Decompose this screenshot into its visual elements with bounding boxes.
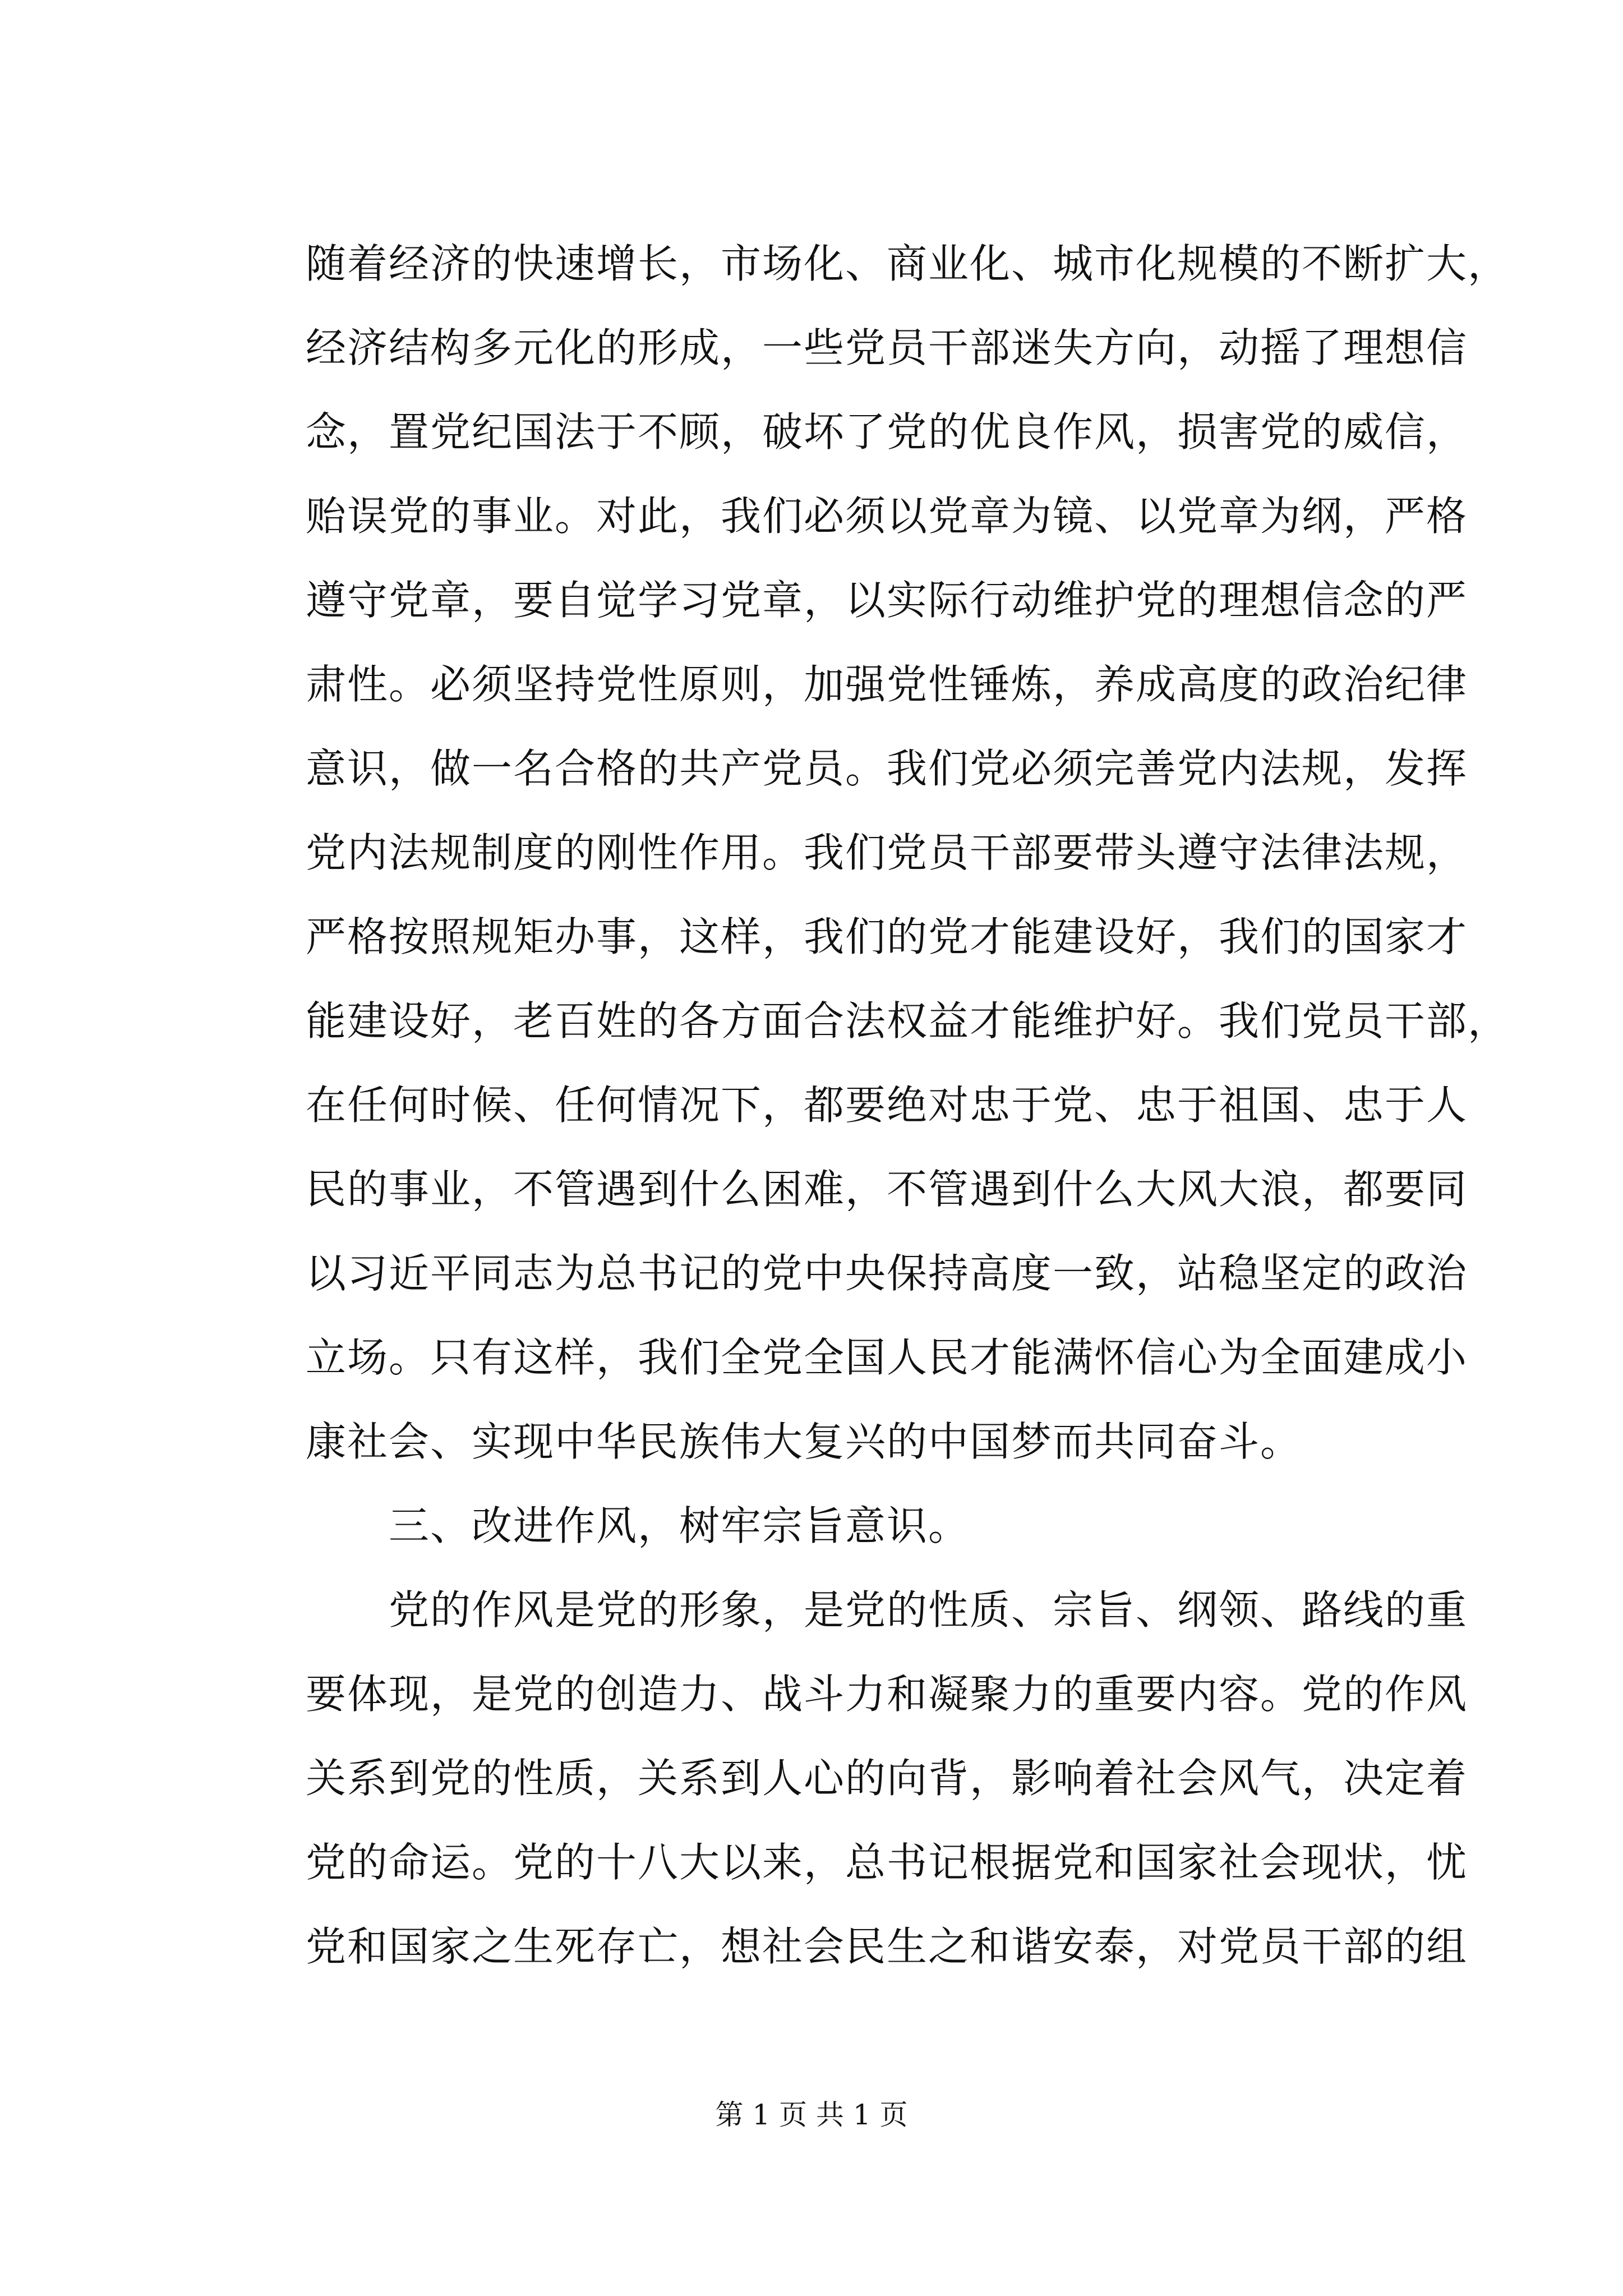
section-heading: 三、改进作风，树牢宗旨意识。 [306,1502,970,1549]
text-line: 念，置党纪国法于不顾，破坏了党的优良作风，损害党的威信， [306,408,1468,455]
text-line: 经济结构多元化的形成，一些党员干部迷失方向，动摇了理想信 [306,324,1468,371]
text-line: 在任何时候、任何情况下，都要绝对忠于党、忠于祖国、忠于人 [306,1082,1468,1129]
text-line: 关系到党的性质，关系到人心的向背，影响着社会风气，决定着 [306,1755,1468,1802]
text-line: 要体现，是党的创造力、战斗力和凝聚力的重要内容。党的作风 [306,1671,1468,1718]
text-line: 严格按照规矩办事，这样，我们的党才能建设好，我们的国家才 [306,913,1468,960]
text-line: 贻误党的事业。对此，我们必须以党章为镜、以党章为纲，严格 [306,493,1468,540]
text-line: 民的事业，不管遇到什么困难，不管遇到什么大风大浪，都要同 [306,1166,1468,1213]
body-text [306,222,1510,1989]
text-line: 意识，做一名合格的共产党员。我们党必须完善党内法规，发挥 [306,745,1468,792]
text-line: 康社会、实现中华民族伟大复兴的中国梦而共同奋斗。 [306,1418,1302,1465]
text-line: 能建设好，老百姓的各方面合法权益才能维护好。我们党员干部， [306,997,1510,1045]
page-footer: 第 1 页 共 1 页 [715,2099,908,2131]
text-line: 随着经济的快速增长，市场化、商业化、城市化规模的不断扩大， [306,240,1510,287]
text-line: 党的作风是党的形象，是党的性质、宗旨、纲领、路线的重 [306,1586,1468,1634]
text-line: 党内法规制度的刚性作用。我们党员干部要带头遵守法律法规， [306,829,1468,876]
text-line: 立场。只有这样，我们全党全国人民才能满怀信心为全面建成小 [306,1334,1468,1381]
text-line: 肃性。必须坚持党性原则，加强党性锤炼，养成高度的政治纪律 [306,661,1468,708]
text-line: 党的命运。党的十八大以来，总书记根据党和国家社会现状，忧 [306,1839,1468,1886]
text-line: 以习近平同志为总书记的党中央保持高度一致，站稳坚定的政治 [306,1250,1468,1297]
text-line: 党和国家之生死存亡，想社会民生之和谐安泰，对党员干部的组 [306,1923,1468,1970]
text-line: 遵守党章，要自觉学习党章，以实际行动维护党的理想信念的严 [306,577,1468,624]
